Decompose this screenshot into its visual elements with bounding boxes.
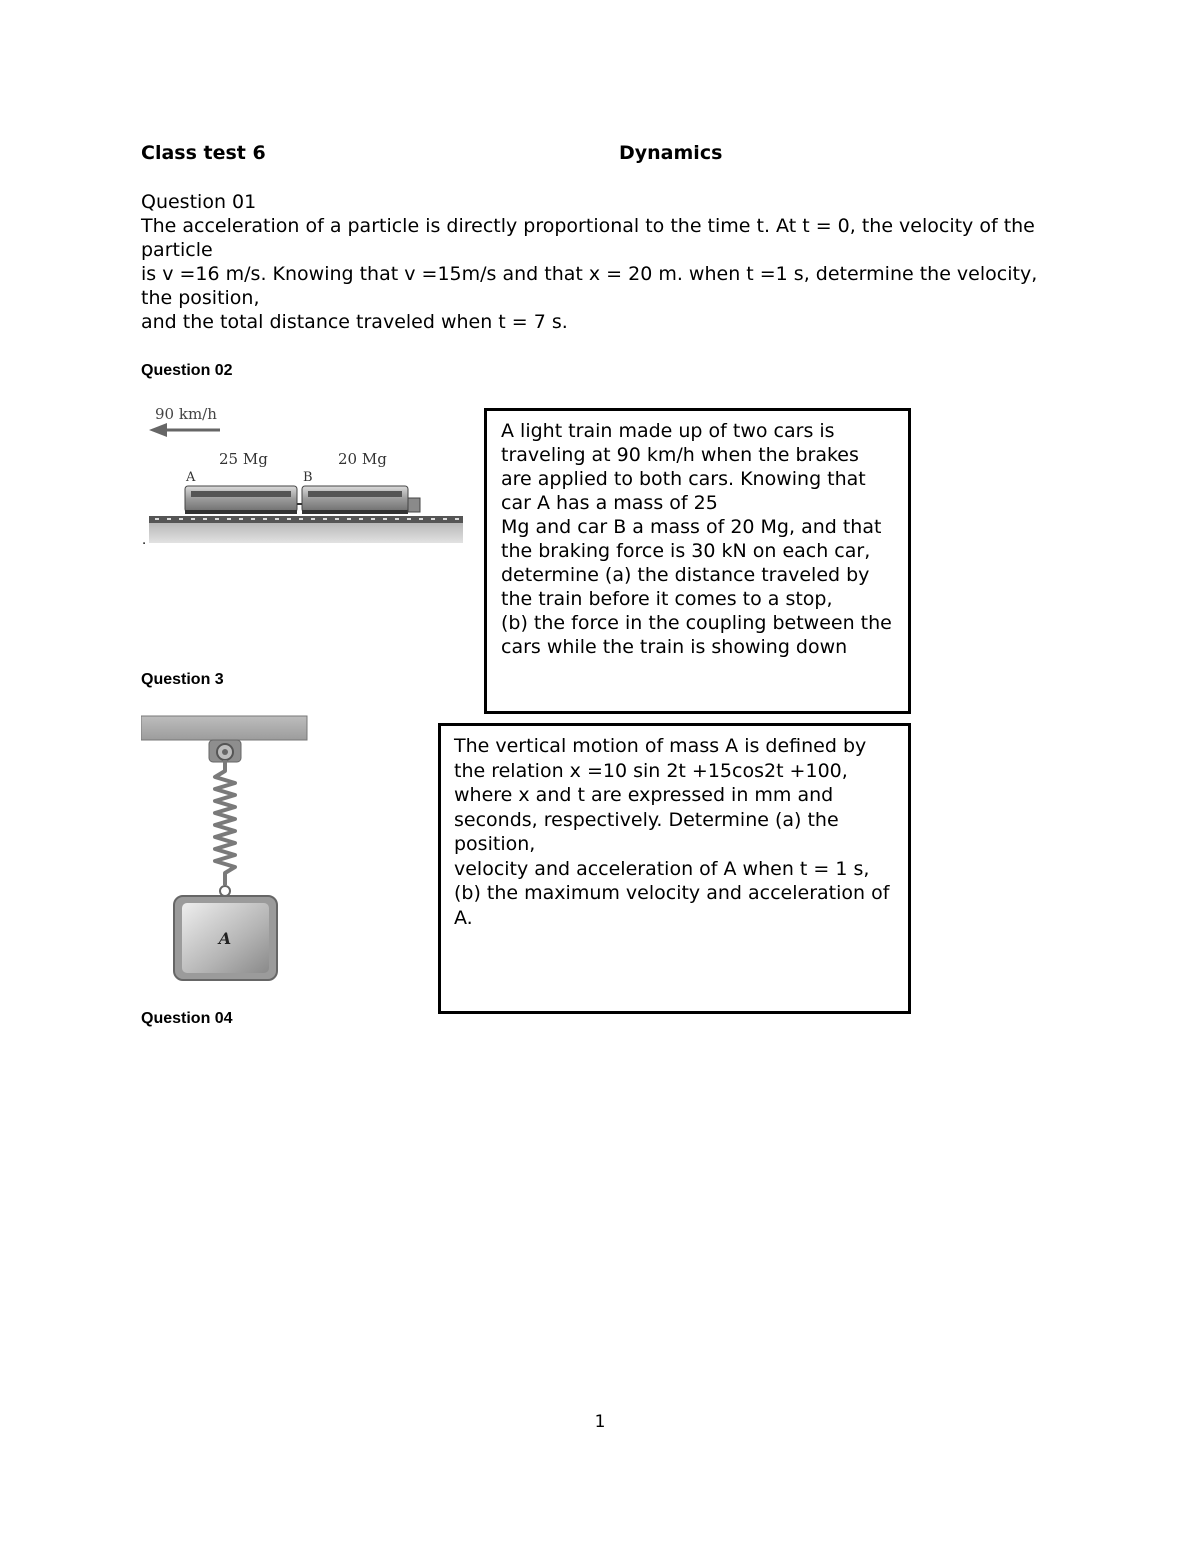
stray-dot: .	[142, 533, 147, 548]
question-3-text-2: where x and t are expressed in mm and seconds, respectively. Determine (a) the position,	[454, 784, 839, 855]
ground	[149, 523, 463, 543]
spring-mass-figure	[141, 715, 311, 985]
question-1-line-3: and the total distance traveled when t = 7 s.	[141, 311, 568, 333]
speed-label: 90 km/h	[155, 405, 217, 423]
question-1-label: Question 01	[141, 191, 257, 213]
question-2-text-2: Mg and car B a mass of 20 Mg, and that the braking force is 30 kN on each car, determine (a) the distance traveled by the train before it comes to a stop,	[501, 516, 882, 610]
question-3-text-1: The vertical motion of mass A is defined by the relation x =10 sin 2t +15cos2t +100,	[454, 735, 867, 782]
question-3-text-3: velocity and acceleration of A when t = 1 s, (b) the maximum velocity and acceleration of A.	[454, 857, 890, 929]
mount-bracket	[209, 740, 241, 762]
car-b-mass-label: 20 Mg	[338, 450, 387, 468]
question-1	[141, 190, 1061, 334]
car-a-label: A	[186, 470, 196, 485]
car-a	[185, 486, 297, 514]
subject-title: Dynamics	[619, 142, 723, 164]
question-3-label: Question 3	[141, 671, 224, 688]
train-figure	[141, 398, 466, 548]
test-title: Class test 6	[141, 142, 266, 164]
car-a-mass-label: 25 Mg	[219, 450, 268, 468]
spring	[215, 760, 235, 885]
question-1-line-1: The acceleration of a particle is directly proportional to the time t. At t = 0, the velocity of the particle	[141, 215, 1035, 261]
question-3-text-box	[438, 723, 911, 1014]
arrow-left-icon	[149, 423, 220, 437]
page-number: 1	[594, 1412, 606, 1432]
question-4-label: Question 04	[141, 1010, 233, 1027]
ceiling	[141, 716, 307, 740]
car-b-label: B	[303, 470, 313, 485]
question-1-line-2: is v =16 m/s. Knowing that v =15m/s and that x = 20 m. when t =1 s, determine the velocity, the position,	[141, 263, 1038, 309]
question-2-text-box	[484, 408, 911, 714]
hook	[220, 886, 230, 896]
car-b	[302, 486, 420, 514]
question-2-text-1: A light train made up of two cars is traveling at 90 km/h when the brakes are applied to both cars. Knowing that car A has a mass of 25	[501, 420, 866, 514]
question-2-text-3: (b) the force in the coupling between the cars while the train is showing down	[501, 612, 892, 658]
question-2-label: Question 02	[141, 362, 233, 379]
rail	[149, 516, 463, 523]
mass-label: A	[218, 929, 232, 948]
